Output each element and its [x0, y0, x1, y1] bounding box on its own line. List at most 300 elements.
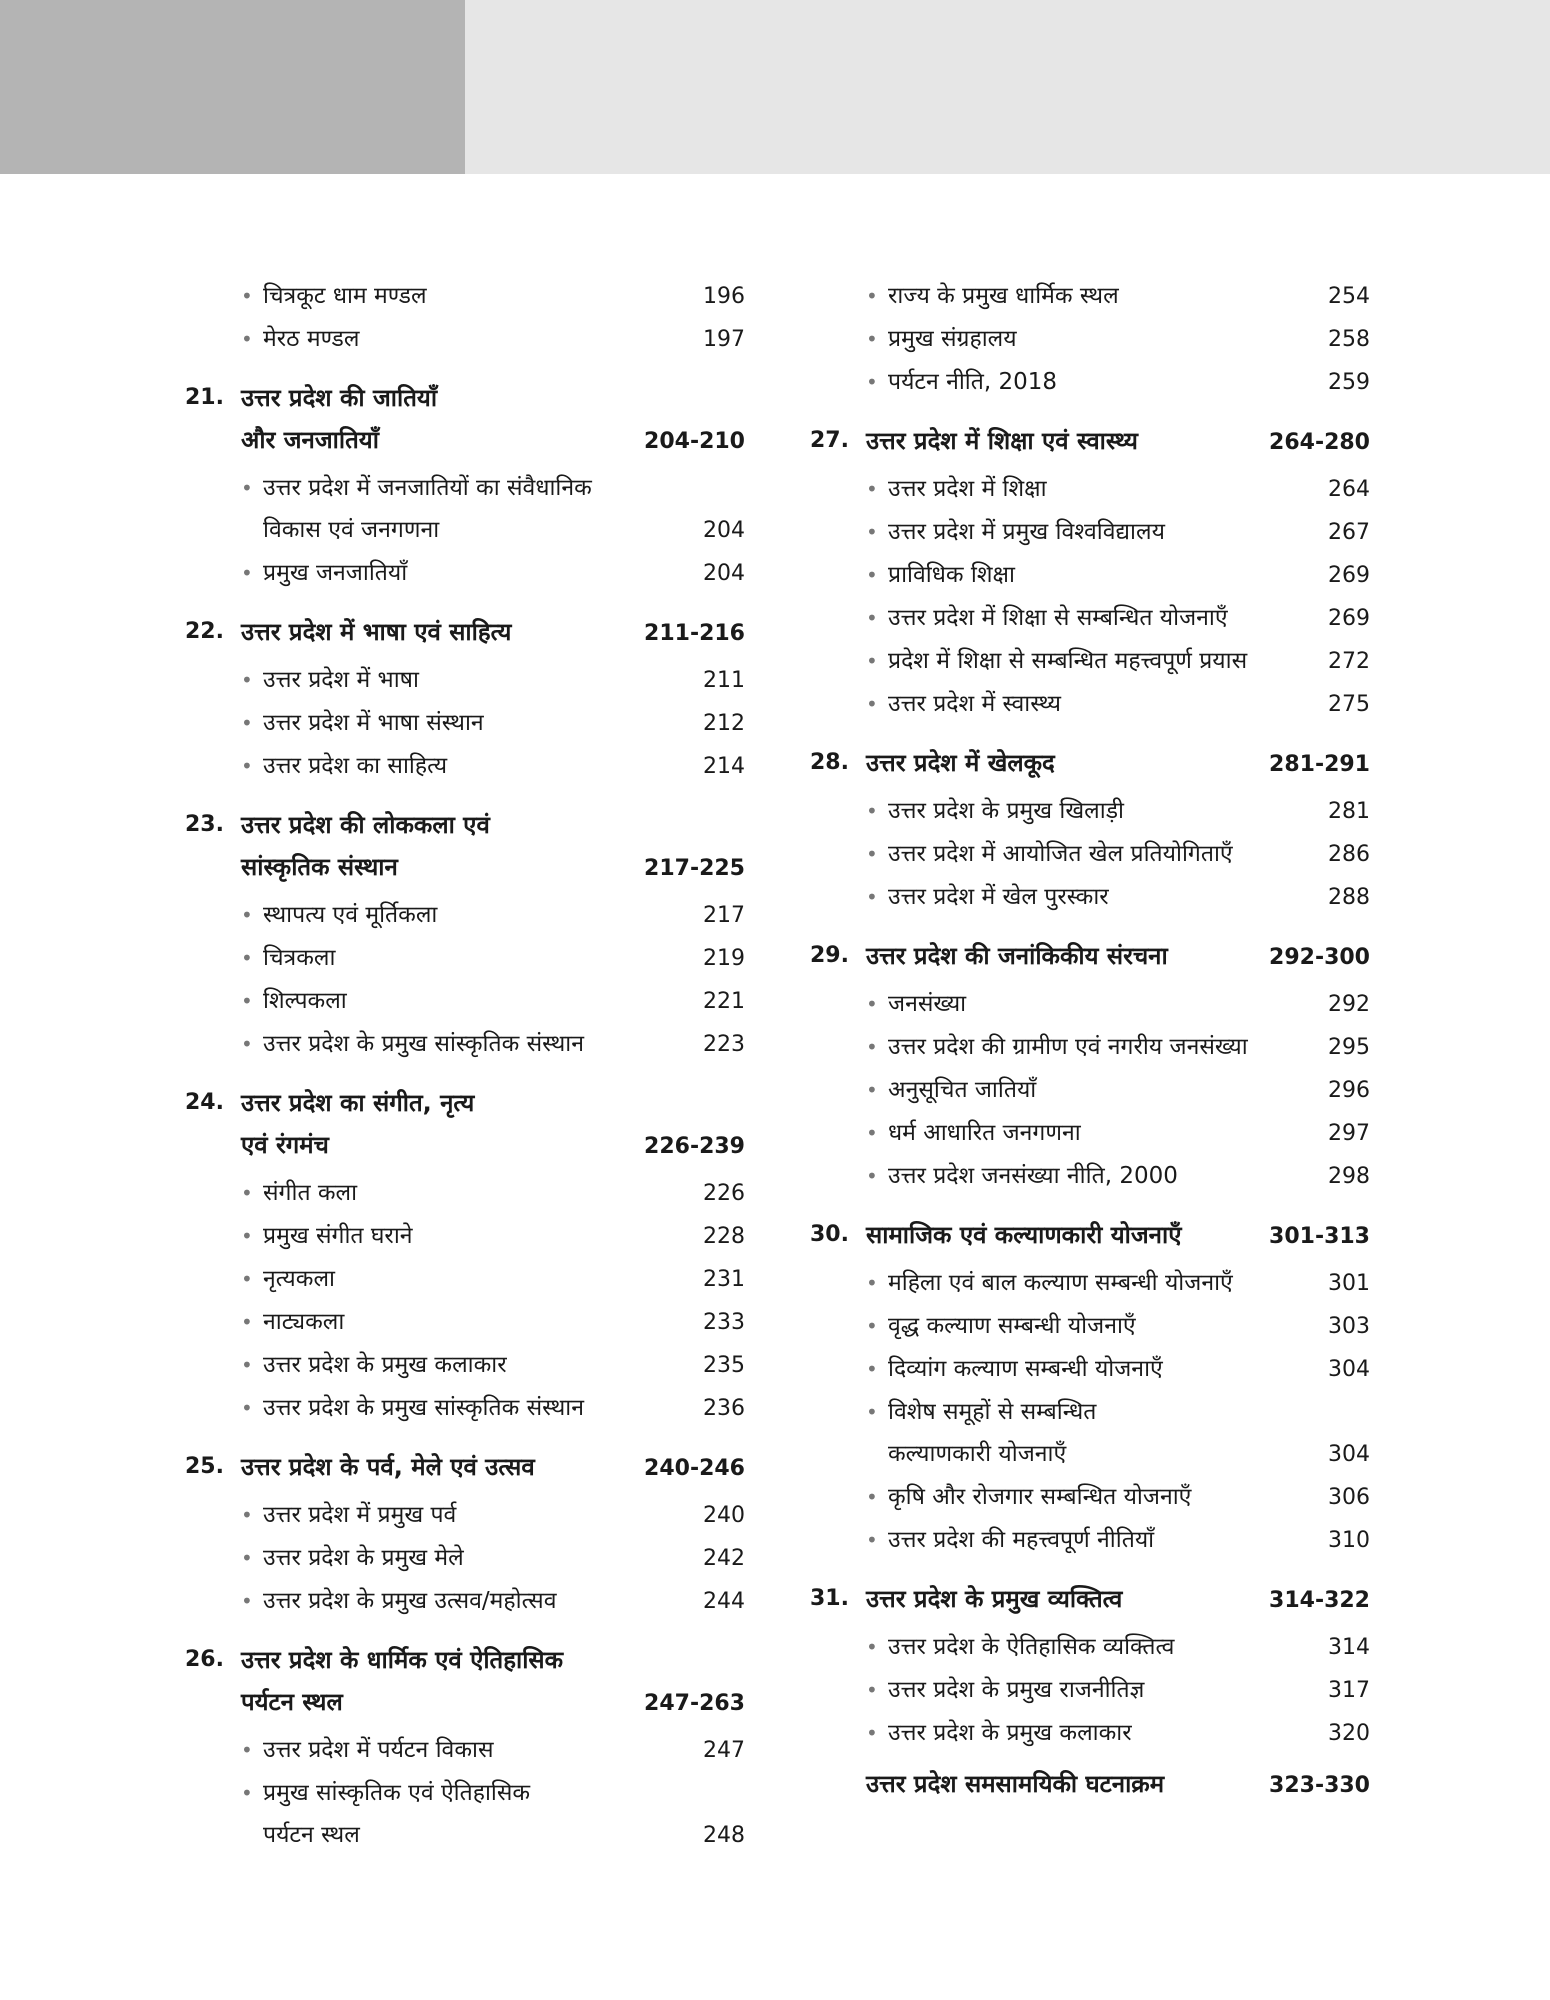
- chapter-title: उत्तर प्रदेश की जनांकिकीय संरचना: [866, 942, 1168, 970]
- chapter-page-range: 264-280: [1269, 430, 1370, 455]
- chapter-page-range: 314-322: [1269, 1588, 1370, 1613]
- entry-line: [888, 1026, 1370, 1069]
- entry-page-number: 295: [1328, 1035, 1370, 1060]
- toc-entry: [810, 640, 1370, 683]
- chapter-page-range: 240-246: [644, 1456, 745, 1481]
- entry-line: [888, 1348, 1370, 1391]
- toc-chapter: [185, 1446, 745, 1623]
- entry-page-number: 264: [1328, 477, 1370, 502]
- bullet-icon: •: [866, 1635, 878, 1659]
- bullet-icon: •: [866, 1528, 878, 1552]
- chapter-title: एवं रंगमंच: [241, 1131, 329, 1159]
- chapter-title-line: [241, 419, 745, 463]
- entry-text: उत्तर प्रदेश में प्रमुख पर्व: [263, 1502, 457, 1528]
- entry-text: प्रमुख सांस्कृतिक एवं ऐतिहासिक: [263, 1780, 531, 1806]
- chapter-title: पर्यटन स्थल: [241, 1688, 343, 1716]
- bullet-icon: •: [241, 1781, 253, 1805]
- toc-entry: [185, 1729, 745, 1772]
- toc-entry: [810, 1519, 1370, 1562]
- toc-entry: [810, 1155, 1370, 1198]
- bullet-icon: •: [241, 327, 253, 351]
- chapter-title: सांस्कृतिक संस्थान: [241, 853, 398, 881]
- entry-page-number: 258: [1328, 327, 1370, 352]
- entry-page-number: 217: [703, 903, 745, 928]
- toc-entry: [185, 659, 745, 702]
- chapter-page-range: 211-216: [644, 621, 745, 646]
- special-page-range: 323-330: [1269, 1773, 1370, 1798]
- chapter-page-range: 204-210: [644, 429, 745, 454]
- bullet-icon: •: [866, 1721, 878, 1745]
- entry-line: [888, 275, 1370, 318]
- entry-line: [888, 554, 1370, 597]
- chapter-heading: [810, 1214, 1370, 1258]
- entry-page-number: 303: [1328, 1314, 1370, 1339]
- bullet-icon: •: [866, 1314, 878, 1338]
- entry-line: [888, 1712, 1370, 1755]
- entry-line: [263, 1387, 745, 1430]
- entry-page-number: 269: [1328, 563, 1370, 588]
- entry-text: उत्तर प्रदेश के प्रमुख सांस्कृतिक संस्थान: [263, 1395, 585, 1421]
- toc-entry: [810, 1069, 1370, 1112]
- toc-entry: [810, 876, 1370, 919]
- chapter-number: 22.: [185, 619, 224, 644]
- bullet-icon: •: [866, 799, 878, 823]
- toc-entry: [185, 1258, 745, 1301]
- entry-page-number: 281: [1328, 799, 1370, 824]
- chapter-title-line: [866, 1214, 1370, 1258]
- toc-entry: [185, 1301, 745, 1344]
- toc-entry: [810, 275, 1370, 318]
- toc-entry: [810, 468, 1370, 511]
- entry-page-number: 269: [1328, 606, 1370, 631]
- entry-page-number: 314: [1328, 1635, 1370, 1660]
- entry-text: प्रमुख संगीत घराने: [263, 1223, 413, 1249]
- bullet-icon: •: [866, 1400, 878, 1424]
- entry-page-number: 298: [1328, 1164, 1370, 1189]
- chapter-heading: [810, 935, 1370, 979]
- bullet-icon: •: [241, 561, 253, 585]
- toc-entry: [810, 1391, 1370, 1476]
- entry-page-number: 297: [1328, 1121, 1370, 1146]
- toc-chapter: [810, 275, 1370, 404]
- entry-page-number: 235: [703, 1353, 745, 1378]
- toc-entry: [810, 1305, 1370, 1348]
- bullet-icon: •: [241, 1310, 253, 1334]
- entry-line: [263, 1537, 745, 1580]
- toc-entry: [185, 745, 745, 788]
- chapter-heading: [185, 1639, 745, 1725]
- entry-page-number: 317: [1328, 1678, 1370, 1703]
- entry-text: उत्तर प्रदेश में शिक्षा: [888, 476, 1047, 502]
- entry-line: [888, 640, 1370, 683]
- bullet-icon: •: [866, 1078, 878, 1102]
- bullet-icon: •: [866, 1035, 878, 1059]
- chapter-heading: [185, 1082, 745, 1168]
- toc-entry: [810, 1626, 1370, 1669]
- entry-line: [263, 1580, 745, 1623]
- toc-entry: [185, 1023, 745, 1066]
- entry-line: [888, 468, 1370, 511]
- entry-page-number: 304: [1328, 1442, 1370, 1467]
- chapter-title: उत्तर प्रदेश का संगीत, नृत्य: [241, 1089, 475, 1117]
- toc-chapter: [185, 804, 745, 1066]
- toc-column-right: [810, 275, 1370, 1807]
- entry-line: [263, 1023, 745, 1066]
- entry-line: [263, 1729, 745, 1772]
- chapter-title-line: [866, 742, 1370, 786]
- bullet-icon: •: [866, 1121, 878, 1145]
- toc-entry: [185, 937, 745, 980]
- chapter-title: उत्तर प्रदेश में शिक्षा एवं स्वास्थ्य: [866, 427, 1138, 455]
- entry-text: शिल्पकला: [263, 988, 347, 1014]
- entry-line: [888, 790, 1370, 833]
- bullet-icon: •: [866, 370, 878, 394]
- toc-entry: [185, 467, 745, 552]
- entry-text: उत्तर प्रदेश के ऐतिहासिक व्यक्तित्व: [888, 1634, 1175, 1660]
- entry-text: उत्तर प्रदेश के प्रमुख मेले: [263, 1545, 464, 1571]
- bullet-icon: •: [866, 477, 878, 501]
- bullet-icon: •: [241, 1267, 253, 1291]
- entry-text: कल्याणकारी योजनाएँ: [888, 1441, 1067, 1467]
- entry-page-number: 240: [703, 1503, 745, 1528]
- toc-chapter: [810, 742, 1370, 919]
- entry-text: प्रमुख संग्रहालय: [888, 326, 1017, 352]
- toc-entry: [810, 361, 1370, 404]
- toc-chapter: [185, 1639, 745, 1857]
- entry-page-number: 204: [703, 561, 745, 586]
- chapter-title: उत्तर प्रदेश में भाषा एवं साहित्य: [241, 618, 512, 646]
- entry-line: [263, 467, 745, 509]
- entry-line: [888, 361, 1370, 404]
- entry-text: उत्तर प्रदेश में शिक्षा से सम्बन्धित योजनाएँ: [888, 605, 1228, 631]
- toc-entry: [810, 318, 1370, 361]
- chapter-number: 26.: [185, 1647, 224, 1672]
- entry-text: दिव्यांग कल्याण सम्बन्धी योजनाएँ: [888, 1356, 1163, 1382]
- chapter-number: 29.: [810, 943, 849, 968]
- bullet-icon: •: [866, 1485, 878, 1509]
- entry-line: [263, 1772, 745, 1814]
- bullet-icon: •: [241, 1181, 253, 1205]
- chapter-number: 30.: [810, 1222, 849, 1247]
- chapter-number: 24.: [185, 1090, 224, 1115]
- entry-text: उत्तर प्रदेश जनसंख्या नीति, 2000: [888, 1163, 1178, 1189]
- toc-entry: [185, 980, 745, 1023]
- chapter-page-range: 217-225: [644, 856, 745, 881]
- toc-entry: [810, 597, 1370, 640]
- entry-line: [888, 1476, 1370, 1519]
- entry-page-number: 204: [703, 518, 745, 543]
- bullet-icon: •: [241, 1396, 253, 1420]
- entry-page-number: 304: [1328, 1357, 1370, 1382]
- toc-chapter: [185, 275, 745, 361]
- entry-text: जनसंख्या: [888, 991, 967, 1017]
- chapter-title-line: [241, 1446, 745, 1490]
- entry-text: उत्तर प्रदेश के प्रमुख सांस्कृतिक संस्थान: [263, 1031, 585, 1057]
- entry-page-number: 197: [703, 327, 745, 352]
- chapter-page-range: 226-239: [644, 1134, 745, 1159]
- bullet-icon: •: [866, 649, 878, 673]
- entry-line: [888, 1305, 1370, 1348]
- entry-text: प्रमुख जनजातियाँ: [263, 560, 408, 586]
- toc-entry: [185, 1215, 745, 1258]
- entry-line: [888, 876, 1370, 919]
- entry-text: वृद्ध कल्याण सम्बन्धी योजनाएँ: [888, 1313, 1136, 1339]
- chapter-title-line: [866, 420, 1370, 464]
- entry-text: उत्तर प्रदेश की ग्रामीण एवं नगरीय जनसंख्या: [888, 1034, 1248, 1060]
- entry-line: [888, 683, 1370, 726]
- chapter-page-range: 301-313: [1269, 1224, 1370, 1249]
- entry-text: उत्तर प्रदेश में जनजातियों का संवैधानिक: [263, 475, 592, 501]
- entry-line: [263, 980, 745, 1023]
- entry-text: विकास एवं जनगणना: [263, 517, 440, 543]
- chapter-title-line: [241, 1681, 745, 1725]
- entry-page-number: 214: [703, 754, 745, 779]
- toc-entry: [185, 1537, 745, 1580]
- bullet-icon: •: [866, 1678, 878, 1702]
- entry-text: उत्तर प्रदेश के प्रमुख कलाकार: [263, 1352, 507, 1378]
- entry-text: उत्तर प्रदेश की महत्त्वपूर्ण नीतियाँ: [888, 1527, 1155, 1553]
- entry-text: उत्तर प्रदेश में आयोजित खेल प्रतियोगिताएँ: [888, 841, 1233, 867]
- chapter-heading: [810, 1578, 1370, 1622]
- toc-entry: [185, 1772, 745, 1857]
- entry-text: उत्तर प्रदेश में खेल पुरस्कार: [888, 884, 1109, 910]
- entry-page-number: 275: [1328, 692, 1370, 717]
- entry-page-number: 236: [703, 1396, 745, 1421]
- entry-text: नृत्यकला: [263, 1266, 335, 1292]
- entry-page-number: 244: [703, 1589, 745, 1614]
- entry-page-number: 272: [1328, 649, 1370, 674]
- chapter-title-line: [241, 1082, 745, 1124]
- toc-entry: [810, 1712, 1370, 1755]
- chapter-title: उत्तर प्रदेश के प्रमुख व्यक्तित्व: [866, 1585, 1123, 1613]
- toc-chapter: [185, 377, 745, 595]
- toc-entry: [185, 702, 745, 745]
- entry-page-number: 288: [1328, 885, 1370, 910]
- entry-text: महिला एवं बाल कल्याण सम्बन्धी योजनाएँ: [888, 1270, 1233, 1296]
- bullet-icon: •: [241, 476, 253, 500]
- bullet-icon: •: [241, 1353, 253, 1377]
- entry-text: संगीत कला: [263, 1180, 358, 1206]
- entry-page-number: 310: [1328, 1528, 1370, 1553]
- entry-line: [263, 745, 745, 788]
- toc-chapter: [810, 1214, 1370, 1562]
- toc-chapter: [810, 935, 1370, 1198]
- bullet-icon: •: [866, 327, 878, 351]
- entry-text: उत्तर प्रदेश में भाषा संस्थान: [263, 710, 484, 736]
- chapter-page-range: 292-300: [1269, 945, 1370, 970]
- special-section: [810, 1763, 1370, 1807]
- entry-line: [263, 1494, 745, 1537]
- toc-entry: [810, 833, 1370, 876]
- chapter-title: उत्तर प्रदेश की जातियाँ: [241, 384, 438, 412]
- bullet-icon: •: [866, 1164, 878, 1188]
- entry-line: [888, 1112, 1370, 1155]
- entry-text: धर्म आधारित जनगणना: [888, 1120, 1081, 1146]
- header-band-right: [465, 0, 1550, 174]
- entry-page-number: 292: [1328, 992, 1370, 1017]
- entry-line: [888, 318, 1370, 361]
- entry-line: [888, 1155, 1370, 1198]
- entry-text: उत्तर प्रदेश में स्वास्थ्य: [888, 691, 1061, 717]
- chapter-title-line: [241, 377, 745, 419]
- toc-entry: [185, 1387, 745, 1430]
- entry-page-number: 301: [1328, 1271, 1370, 1296]
- entry-page-number: 259: [1328, 370, 1370, 395]
- entry-page-number: 226: [703, 1181, 745, 1206]
- toc-entry: [810, 1476, 1370, 1519]
- chapter-title: और जनजातियाँ: [241, 426, 379, 454]
- entry-line: [263, 318, 745, 361]
- toc-entry: [185, 1172, 745, 1215]
- bullet-icon: •: [866, 885, 878, 909]
- bullet-icon: •: [241, 284, 253, 308]
- bullet-icon: •: [241, 1589, 253, 1613]
- bullet-icon: •: [241, 1032, 253, 1056]
- toc-entry: [810, 1026, 1370, 1069]
- bullet-icon: •: [241, 946, 253, 970]
- entry-text: उत्तर प्रदेश के प्रमुख कलाकार: [888, 1720, 1132, 1746]
- entry-text: उत्तर प्रदेश का साहित्य: [263, 753, 448, 779]
- bullet-icon: •: [241, 711, 253, 735]
- entry-line: [263, 937, 745, 980]
- entry-page-number: 286: [1328, 842, 1370, 867]
- entry-line: [263, 1814, 745, 1857]
- entry-line: [263, 509, 745, 552]
- chapter-title-line: [241, 1639, 745, 1681]
- entry-text: उत्तर प्रदेश के प्रमुख खिलाड़ी: [888, 798, 1124, 824]
- bullet-icon: •: [866, 1271, 878, 1295]
- chapter-title: उत्तर प्रदेश में खेलकूद: [866, 749, 1055, 777]
- entry-line: [888, 1391, 1370, 1433]
- chapter-number: 28.: [810, 750, 849, 775]
- toc-chapter: [810, 1578, 1370, 1755]
- entry-page-number: 247: [703, 1738, 745, 1763]
- chapter-title-line: [241, 611, 745, 655]
- entry-line: [263, 702, 745, 745]
- toc-entry: [810, 1348, 1370, 1391]
- bullet-icon: •: [241, 1546, 253, 1570]
- toc-entry: [810, 683, 1370, 726]
- entry-page-number: 212: [703, 711, 745, 736]
- chapter-page-range: 247-263: [644, 1691, 745, 1716]
- bullet-icon: •: [241, 754, 253, 778]
- toc-entry: [810, 1669, 1370, 1712]
- entry-text: मेरठ मण्डल: [263, 326, 360, 352]
- special-title: उत्तर प्रदेश समसामयिकी घटनाक्रम: [866, 1770, 1165, 1798]
- bullet-icon: •: [866, 563, 878, 587]
- entry-line: [263, 1215, 745, 1258]
- entry-text: उत्तर प्रदेश के प्रमुख राजनीतिज्ञ: [888, 1677, 1145, 1703]
- chapter-title-line: [241, 804, 745, 846]
- entry-page-number: 228: [703, 1224, 745, 1249]
- entry-page-number: 267: [1328, 520, 1370, 545]
- toc-entry: [185, 1494, 745, 1537]
- entry-line: [263, 659, 745, 702]
- bullet-icon: •: [866, 606, 878, 630]
- entry-page-number: 306: [1328, 1485, 1370, 1510]
- toc-entry: [810, 983, 1370, 1026]
- entry-text: अनुसूचित जातियाँ: [888, 1077, 1037, 1103]
- toc-entry: [185, 552, 745, 595]
- entry-text: उत्तर प्रदेश के प्रमुख उत्सव/महोत्सव: [263, 1588, 557, 1614]
- header-band-left: [0, 0, 465, 174]
- bullet-icon: •: [866, 520, 878, 544]
- entry-page-number: 242: [703, 1546, 745, 1571]
- entry-page-number: 248: [703, 1823, 745, 1848]
- entry-page-number: 254: [1328, 284, 1370, 309]
- chapter-heading: [185, 611, 745, 655]
- entry-page-number: 231: [703, 1267, 745, 1292]
- entry-line: [888, 1669, 1370, 1712]
- bullet-icon: •: [241, 903, 253, 927]
- entry-line: [888, 983, 1370, 1026]
- bullet-icon: •: [241, 1738, 253, 1762]
- entry-line: [888, 1519, 1370, 1562]
- entry-line: [263, 1258, 745, 1301]
- entry-page-number: 320: [1328, 1721, 1370, 1746]
- entry-text: उत्तर प्रदेश में प्रमुख विश्वविद्यालय: [888, 519, 1165, 545]
- entry-text: विशेष समूहों से सम्बन्धित: [888, 1399, 1097, 1425]
- entry-line: [263, 275, 745, 318]
- entry-line: [888, 833, 1370, 876]
- chapter-title-line: [866, 935, 1370, 979]
- entry-text: राज्य के प्रमुख धार्मिक स्थल: [888, 283, 1119, 309]
- toc-chapter: [185, 611, 745, 788]
- chapter-number: 31.: [810, 1586, 849, 1611]
- entry-line: [263, 894, 745, 937]
- chapter-title-line: [866, 1578, 1370, 1622]
- chapter-heading: [185, 1446, 745, 1490]
- entry-text: प्राविधिक शिक्षा: [888, 562, 1015, 588]
- bullet-icon: •: [866, 842, 878, 866]
- entry-line: [888, 1626, 1370, 1669]
- entry-text: प्रदेश में शिक्षा से सम्बन्धित महत्त्वपूर्ण प्रयास: [888, 648, 1248, 674]
- entry-line: [888, 1433, 1370, 1476]
- toc-entry: [810, 1112, 1370, 1155]
- toc-entry: [810, 790, 1370, 833]
- toc-entry: [185, 1344, 745, 1387]
- entry-text: पर्यटन नीति, 2018: [888, 369, 1058, 395]
- entry-line: [263, 552, 745, 595]
- bullet-icon: •: [241, 668, 253, 692]
- toc-chapter: [810, 420, 1370, 726]
- toc-entry: [185, 318, 745, 361]
- entry-line: [888, 511, 1370, 554]
- entry-text: चित्रकला: [263, 945, 336, 971]
- toc-entry: [810, 554, 1370, 597]
- entry-text: चित्रकूट धाम मण्डल: [263, 283, 427, 309]
- chapter-number: 25.: [185, 1454, 224, 1479]
- chapter-title: उत्तर प्रदेश के धार्मिक एवं ऐतिहासिक: [241, 1646, 564, 1674]
- entry-line: [888, 1262, 1370, 1305]
- entry-text: कृषि और रोजगार सम्बन्धित योजनाएँ: [888, 1484, 1192, 1510]
- bullet-icon: •: [241, 1224, 253, 1248]
- entry-text: उत्तर प्रदेश में पर्यटन विकास: [263, 1737, 494, 1763]
- bullet-icon: •: [241, 1503, 253, 1527]
- chapter-title: उत्तर प्रदेश की लोककला एवं: [241, 811, 490, 839]
- entry-line: [263, 1344, 745, 1387]
- entry-page-number: 233: [703, 1310, 745, 1335]
- entry-line: [263, 1172, 745, 1215]
- chapter-heading: [185, 377, 745, 463]
- chapter-number: 27.: [810, 428, 849, 453]
- chapter-title: सामाजिक एवं कल्याणकारी योजनाएँ: [866, 1221, 1182, 1249]
- entry-line: [888, 597, 1370, 640]
- bullet-icon: •: [866, 1357, 878, 1381]
- chapter-number: 21.: [185, 385, 224, 410]
- bullet-icon: •: [866, 992, 878, 1016]
- entry-page-number: 221: [703, 989, 745, 1014]
